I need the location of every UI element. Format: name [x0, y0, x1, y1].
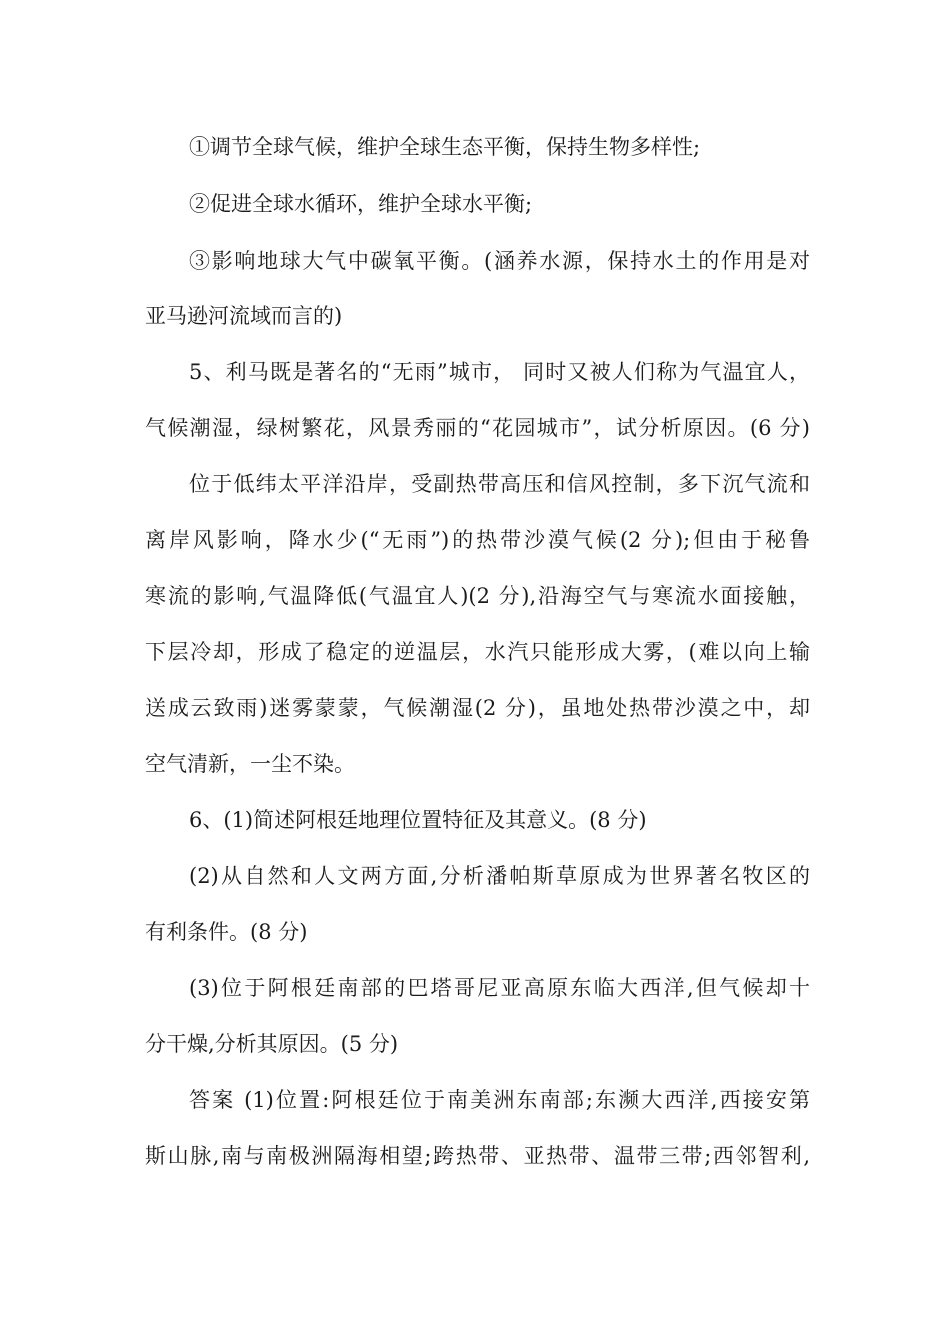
text-line-11: 送成云致雨)迷雾蒙蒙，气候潮湿(2 分)，虽地处热带沙漠之中，却 — [145, 696, 810, 720]
text-line-3: ③影响地球大气中碳氧平衡。(涵养水源，保持水土的作用是对 — [189, 249, 810, 273]
text-line-14: (2)从自然和人文两方面,分析潘帕斯草原成为世界著名牧区的 — [189, 864, 810, 888]
text-line-17: 分干燥,分析其原因。(5 分) — [145, 1032, 399, 1056]
text-line-1: ①调节全球气候，维护全球生态平衡，保持生物多样性; — [189, 135, 701, 159]
text-line-9: 寒流的影响,气温降低(气温宜人)(2 分),沿海空气与寒流水面接触， — [145, 584, 810, 608]
text-line-7: 位于低纬太平洋沿岸，受副热带高压和信风控制，多下沉气流和 — [189, 472, 810, 496]
text-line-18: 答案 (1)位置:阿根廷位于南美洲东南部;东濒大西洋,西接安第 — [189, 1088, 810, 1112]
text-line-15: 有利条件。(8 分) — [145, 920, 308, 944]
text-line-10: 下层冷却，形成了稳定的逆温层，水汽只能形成大雾，(难以向上输 — [145, 640, 810, 664]
text-line-5: 5、利马既是著名的“无雨”城市， 同时又被人们称为气温宜人， — [189, 360, 810, 384]
text-line-13: 6、(1)简述阿根廷地理位置特征及其意义。(8 分) — [189, 808, 647, 832]
text-line-8: 离岸风影响，降水少(“无雨”)的热带沙漠气候(2 分);但由于秘鲁 — [145, 528, 810, 552]
text-line-4: 亚马逊河流域而言的) — [145, 304, 343, 328]
text-line-2: ②促进全球水循环，维护全球水平衡; — [189, 192, 533, 216]
text-line-12: 空气清新，一尘不染。 — [145, 752, 355, 776]
text-line-6: 气候潮湿，绿树繁花，风景秀丽的“花园城市”，试分析原因。(6 分) — [145, 416, 810, 440]
text-line-16: (3)位于阿根廷南部的巴塔哥尼亚高原东临大西洋,但气候却十 — [189, 976, 810, 1000]
text-line-19: 斯山脉,南与南极洲隔海相望;跨热带、亚热带、温带三带;西邻智利, — [145, 1144, 810, 1168]
